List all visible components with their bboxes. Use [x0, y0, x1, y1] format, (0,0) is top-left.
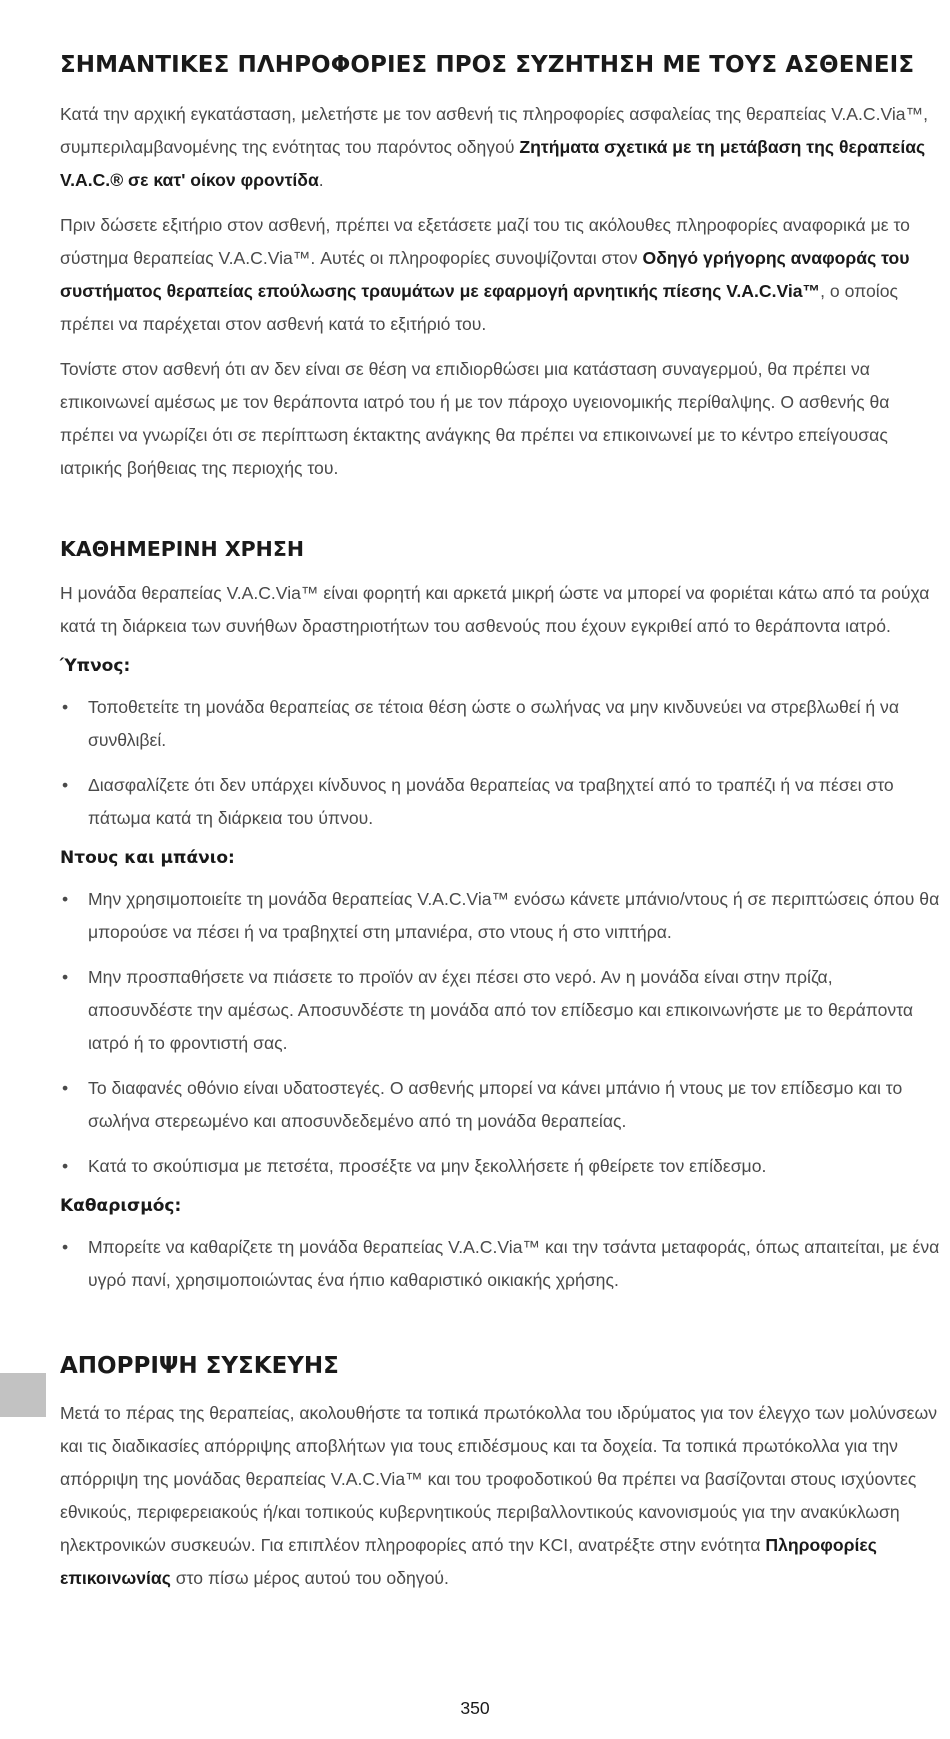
- text-run: .: [318, 169, 324, 190]
- shower-subheading: Ντους και μπάνιο:: [60, 848, 235, 869]
- bold-reference-contact-info: Πληροφορίες επικοινωνίας: [60, 1535, 877, 1589]
- shower-list: [60, 883, 940, 1183]
- text-run: Πριν δώσετε εξιτήριο στον ασθενή, πρέπει να εξετάσετε μαζί του τις ακόλουθες πληροφορίες αναφορικά με το σύστημα θεραπείας V.A.C.Via™. Αυτές οι πληροφορίες συνοψίζονται στον: [60, 214, 910, 268]
- patient-info-paragraph-2: [60, 209, 940, 341]
- disposal-heading: ΑΠΟΡΡΙΨΗ ΣΥΣΚΕΥΗΣ: [60, 1353, 339, 1380]
- daily-use-heading: ΚΑΘΗΜΕΡΙΝΗ ΧΡΗΣΗ: [60, 536, 304, 561]
- bullet-icon: •: [62, 967, 69, 988]
- patient-info-heading: ΣΗΜΑΝΤΙΚΕΣ ΠΛΗΡΟΦΟΡΙΕΣ ΠΡΟΣ ΣΥΖΗΤΗΣΗ ΜΕ ΤΟΥΣ ΑΣΘΕΝΕΙΣ: [60, 52, 915, 78]
- spacer: [60, 1309, 940, 1353]
- bullet-icon: •: [62, 1156, 69, 1177]
- list-item: [60, 961, 940, 1060]
- list-item-text: Μπορείτε να καθαρίζετε τη μονάδα θεραπείας V.A.C.Via™ και την τσάντα μεταφοράς, όπως απαιτείται, με ένα υγρό πανί, χρησιμοποιώντας ένα ήπιο καθαριστικό οικιακής χρήσης.: [88, 1237, 940, 1291]
- list-item: [60, 883, 940, 949]
- section-tab-marker: [0, 1373, 46, 1417]
- patient-info-paragraph-3: Τονίστε στον ασθενή ότι αν δεν είναι σε θέση να επιδιορθώσει μια κατάσταση συναγερμού, θα πρέπει να επικοινωνεί αμέσως με τον θεράποντα ιατρό του ή με τον πάροχο υγειονομικής περίθαλψης. Ο ασθενής θα πρέπει να γνωρίζει ότι σε περίπτωση έκτακτης ανάγκης θα πρέπει να επικοινωνεί με το κέντρο επείγουσας ιατρικής βοήθειας της περιοχής του.: [60, 358, 890, 478]
- list-item: [60, 1150, 940, 1183]
- list-item-text: Τοποθετείτε τη μονάδα θεραπείας σε τέτοια θέση ώστε ο σωλήνας να μην κινδυνεύει να στρεβλωθεί ή να συνθλιβεί.: [88, 697, 900, 751]
- bold-reference-quick-guide: Οδηγό γρήγορης αναφοράς του συστήματος θεραπείας επούλωσης τραυμάτων με εφαρμογή αρνητικής πίεσης V.A.C.Via™: [60, 247, 910, 301]
- list-item-text: Κατά το σκούπισμα με πετσέτα, προσέξτε να μην ξεκολλήσετε ή φθείρετε τον επίδεσμο.: [88, 1156, 767, 1177]
- list-item-text: Το διαφανές οθόνιο είναι υδατοστεγές. Ο ασθενής μπορεί να κάνει μπάνιο ή ντους με τον επίδεσμο και το σωλήνα στερεωμένο και αποσυνδεδεμένο από τη μονάδα θεραπείας.: [88, 1078, 903, 1132]
- list-item: [60, 691, 940, 757]
- cleaning-list: [60, 1231, 940, 1297]
- document-page: [60, 52, 940, 1607]
- sleep-list: [60, 691, 940, 835]
- list-item: [60, 1231, 940, 1297]
- bullet-icon: •: [62, 889, 69, 910]
- text-run: Μετά το πέρας της θεραπείας, ακολουθήστε τα τοπικά πρωτόκολλα του ιδρύματος για τον έλεγχο των μολύνσεων και τις διαδικασίες απόρριψης αποβλήτων για τους επιδέσμους και τα δοχεία. Τα τοπικά πρωτόκολλα για την απόρριψη της μονάδας θεραπείας V.A.C.Via™ και του τροφοδοτικού θα πρέπει να βασίζονται στους ισχύοντες εθνικούς, περιφερειακούς ή/και τοπικούς κυβερνητικούς περιβαλλοντικούς κανονισμούς για την ανακύκλωση ηλεκτρονικών συσκευών. Για επιπλέον πληροφορίες από την KCI, ανατρέξτε στην ενότητα: [60, 1403, 937, 1556]
- bullet-icon: •: [62, 1078, 69, 1099]
- spacer: [60, 497, 940, 537]
- disposal-paragraph: [60, 1397, 940, 1595]
- list-item-text: Μην χρησιμοποιείτε τη μονάδα θεραπείας V.A.C.Via™ ενόσω κάνετε μπάνιο/ντους ή σε περιπτώσεις όπου θα μπορούσε να πέσει ή να τραβηχτεί στη μπανιέρα, στο ντους ή στο νιπτήρα.: [88, 889, 940, 943]
- page-number: 350: [460, 1698, 490, 1718]
- daily-use-intro: Η μονάδα θεραπείας V.A.C.Via™ είναι φορητή και αρκετά μικρή ώστε να μπορεί να φοριέται κάτω από τα ρούχα κατά τη διάρκεια των συνήθων δραστηριοτήτων του ασθενούς που έχουν εγκριθεί από το θεράποντα ιατρό.: [60, 583, 930, 637]
- bullet-icon: •: [62, 775, 69, 796]
- bullet-icon: •: [62, 697, 69, 718]
- bold-reference-home-care: Ζητήματα σχετικά με τη μετάβαση της θεραπείας V.A.C.® σε κατ' οίκον φροντίδα: [60, 136, 926, 190]
- list-item: [60, 1072, 940, 1138]
- patient-info-paragraph-1: [60, 98, 940, 197]
- text-run: στο πίσω μέρος αυτού του οδηγού.: [170, 1568, 449, 1589]
- list-item-text: Διασφαλίζετε ότι δεν υπάρχει κίνδυνος η μονάδα θεραπείας να τραβηχτεί από το τραπέζι ή να πέσει στο πάτωμα κατά τη διάρκεια του ύπνου.: [88, 775, 894, 829]
- bullet-icon: •: [62, 1237, 69, 1258]
- list-item-text: Μην προσπαθήσετε να πιάσετε το προϊόν αν έχει πέσει στο νερό. Αν η μονάδα είναι στην πρίζα, αποσυνδέστε την αμέσως. Αποσυνδέστε τη μονάδα από τον επίδεσμο και επικοινωνήστε με το θεράποντα ιατρό ή το φροντιστή σας.: [88, 967, 914, 1054]
- sleep-subheading: Ύπνος:: [60, 656, 131, 677]
- list-item: [60, 769, 940, 835]
- text-run: , ο οποίος πρέπει να παρέχεται στον ασθενή κατά το εξιτήριό του.: [60, 280, 898, 334]
- cleaning-subheading: Καθαρισμός:: [60, 1196, 182, 1217]
- text-run: Κατά την αρχική εγκατάσταση, μελετήστε με τον ασθενή τις πληροφορίες ασφαλείας της θεραπείας V.A.C.Via™, συμπεριλαμβανομένης της ενότητας του παρόντος οδηγού: [60, 103, 929, 157]
